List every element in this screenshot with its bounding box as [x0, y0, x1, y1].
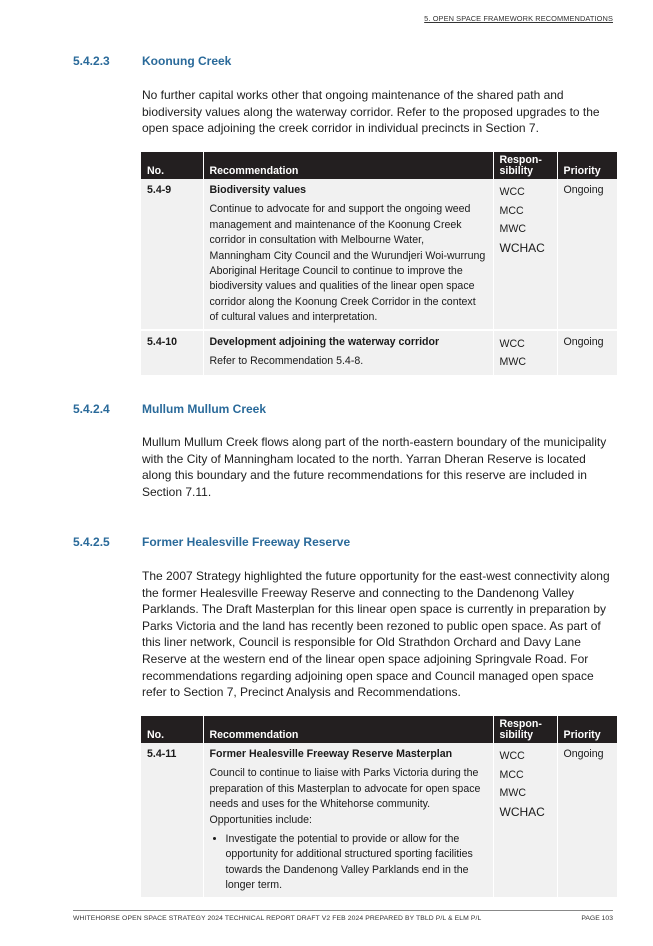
header-priority: Priority	[557, 152, 617, 179]
section-paragraph-mullum: Mullum Mullum Creek flows along part of the north-eastern boundary of the municipality with the City of Manningham located to the north. Yarran Dheran Reserve is located along this boundary and the future recommendations for this reserve are included in Section 7.11.	[142, 435, 607, 499]
page-number: PAGE 103	[581, 915, 613, 922]
rec-content	[203, 743, 493, 898]
resp-item: MCC	[499, 204, 524, 217]
section-title: Former Healesville Freeway Reserve	[142, 535, 351, 549]
header-priority: Priority	[557, 716, 617, 743]
table-header-row	[141, 716, 617, 743]
header-no: No.	[141, 716, 203, 743]
table-row	[141, 330, 617, 376]
rec-priority: Ongoing	[557, 179, 617, 330]
resp-item: WCHAC	[499, 804, 545, 819]
resp-item: WCC	[499, 186, 525, 198]
running-header: 5. OPEN SPACE FRAMEWORK RECOMMENDATIONS	[424, 14, 613, 23]
table-row	[141, 743, 617, 898]
section-number: 5.4.2.5	[73, 535, 110, 549]
rec-title: Former Healesville Freeway Reserve Masterplan	[209, 748, 453, 760]
rec-number: 5.4-9	[141, 179, 203, 330]
resp-item: WCC	[499, 337, 525, 350]
footer-divider	[73, 910, 613, 911]
header-recommendation: Recommendation	[203, 152, 493, 179]
section-paragraph-koonung: No further capital works other that ongoing maintenance of the shared path and biodiversity values along the waterway corridor. Refer to the proposed upgrades to the open space adjoining the creek corridor in individual precincts in Section 7.	[142, 88, 600, 136]
rec-bullet-item: • Investigate the potential to provide or allow for the opportunity for additional structured sporting facilities towards the Dandenong Valley Parklands end in the longer term.	[226, 832, 487, 894]
table-header-row	[141, 152, 617, 179]
header-responsibility: Respon- sibility	[493, 152, 557, 179]
rec-body: Continue to advocate for and support the ongoing weed management and maintenance of the Koonung Creek corridor in consultation with Melbourne Water, Manningham City Council and the Wurundjeri Woi-wurrung Aboriginal Heritage Council to continue to improve the biodiversity values and qualities of the linear open space corridor along the Koonung Creek Corridor in the context of cultural values and interpretation.	[209, 203, 486, 324]
resp-item: WCC	[499, 750, 525, 762]
rec-body: Refer to Recommendation 5.4-8.	[209, 355, 364, 368]
rec-responsibility	[493, 179, 557, 330]
header-recommendation: Recommendation	[203, 716, 493, 743]
resp-item: MCC	[499, 768, 524, 781]
resp-item: MWC	[499, 356, 526, 369]
rec-number: 5.4-10	[141, 330, 203, 376]
recommendations-table-2	[141, 716, 617, 899]
rec-number: 5.4-11	[141, 743, 203, 898]
rec-bullet-list	[210, 832, 487, 894]
section-heading-mullum-mullum-creek	[73, 402, 266, 416]
rec-priority: Ongoing	[557, 330, 617, 376]
rec-responsibility	[493, 743, 557, 898]
rec-title: Biodiversity values	[209, 184, 307, 196]
section-heading-koonung-creek	[73, 54, 231, 68]
rec-title: Development adjoining the waterway corridor	[209, 335, 440, 348]
rec-responsibility	[493, 330, 557, 376]
rec-content	[203, 330, 493, 376]
rec-content	[203, 179, 493, 330]
section-title: Mullum Mullum Creek	[142, 402, 267, 416]
header-responsibility: Respon- sibility	[493, 716, 557, 743]
footer-text: WHITEHORSE OPEN SPACE STRATEGY 2024 TECHNICAL REPORT DRAFT V2 FEB 2024 PREPARED BY TBLD P/L & ELM P/L	[73, 915, 482, 922]
resp-item: WCHAC	[499, 240, 545, 255]
section-heading-healesville-freeway	[73, 535, 350, 549]
section-title: Koonung Creek	[142, 54, 232, 68]
resp-item: MWC	[499, 787, 526, 800]
resp-item: MWC	[499, 223, 526, 236]
section-paragraph-healesville: The 2007 Strategy highlighted the future opportunity for the east-west connectivity along the former Healesville Freeway Reserve and connecting to the Dandenong Valley Parklands. The Draft Masterplan for this linear open space is currently in preparation by Parks Victoria and the land has recently been rezoned to public open space. As part of this liner network, Council is responsible for Old Strathdon Orchard and Davy Lane Reserve at the western end of the linear open space adjoining Springvale Road. For recommendations regarding adjoining open space and Council managed open space refer to Section 7, Precinct Analysis and Recommendations.	[142, 569, 610, 700]
rec-body: Council to continue to liaise with Parks Victoria during the preparation of this Masterplan to advocate for open space needs and uses for the Whitehorse community. Opportunities include:	[209, 767, 481, 826]
table-row	[141, 179, 617, 330]
section-number: 5.4.2.3	[73, 54, 110, 68]
header-no: No.	[141, 152, 203, 179]
recommendations-table-1	[141, 152, 617, 377]
section-number: 5.4.2.4	[73, 402, 110, 416]
rec-priority: Ongoing	[557, 743, 617, 898]
